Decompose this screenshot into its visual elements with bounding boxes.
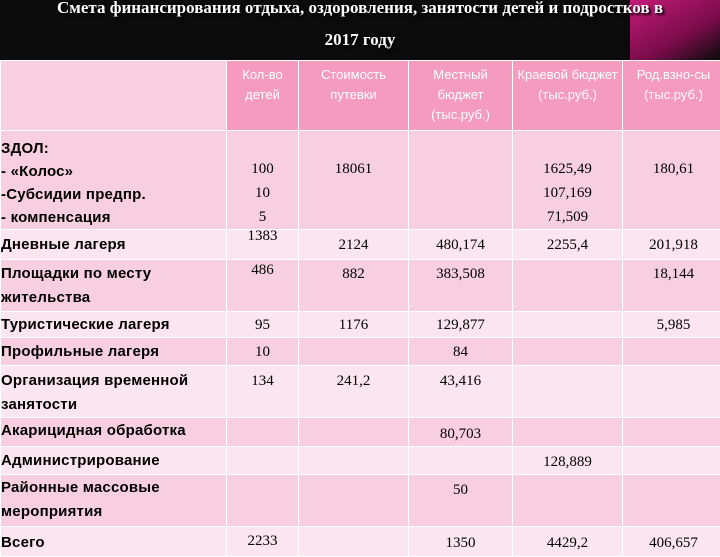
voucher-cost-cell: 2124: [299, 230, 409, 260]
regional-budget-cell: [513, 366, 623, 418]
count-value: 100: [227, 157, 298, 181]
local-budget-cell: 43,416: [409, 366, 513, 418]
children-count-cell: [227, 418, 299, 447]
row-name-line: Площадки по месту: [1, 262, 226, 286]
budget-table: [0, 60, 720, 557]
regional-budget-cell: [513, 260, 623, 312]
regional-value: 107,169: [513, 181, 622, 205]
local-budget-cell: [409, 131, 513, 230]
regional-value: 1625,49: [513, 157, 622, 181]
parent-fees-cell: 201,918: [623, 230, 720, 260]
local-budget-cell: 480,174: [409, 230, 513, 260]
row-name-line: - «Колос»: [1, 160, 226, 183]
row-name: Туристические лагеря: [1, 312, 227, 338]
row-name-line: мероприятия: [1, 500, 226, 524]
local-budget-cell: [409, 447, 513, 475]
voucher-cost-cell: [299, 418, 409, 447]
header-regional-budget: Краевой бюджет (тыс.руб.): [513, 61, 623, 131]
row-name: Акарицидная обработка: [1, 418, 227, 447]
children-count-cell: 2233: [227, 527, 299, 557]
header-empty-cell: [1, 61, 227, 131]
row-name: Профильные лагеря: [1, 338, 227, 366]
regional-value: 71,509: [513, 205, 622, 229]
row-name: Администрирование: [1, 447, 227, 475]
parent-fees-cell: [623, 338, 720, 366]
table-row-day-camps: [1, 230, 720, 260]
table-row-mass-events: [1, 475, 720, 527]
children-count-cell: 10: [227, 338, 299, 366]
parent-fees-cell: 406,657: [623, 527, 720, 557]
table-row-playgrounds: [1, 260, 720, 312]
children-count-cell: 486: [227, 260, 298, 283]
header-children-count: Кол-во детей: [227, 61, 299, 131]
row-name-line: занятости: [1, 393, 226, 417]
local-budget-cell: 50: [409, 475, 513, 527]
regional-budget-cell: 4429,2: [513, 527, 623, 557]
regional-budget-cell: [513, 338, 623, 366]
table-row-tourist-camps: [1, 312, 720, 338]
row-name: Дневные лагеря: [1, 230, 227, 260]
header-local-budget: Местный бюджет (тыс.руб.): [409, 61, 513, 131]
count-value: 10: [227, 181, 298, 205]
parent-fees-cell: [623, 366, 720, 418]
row-name: [1, 260, 227, 312]
regional-budget-cell: 128,889: [513, 447, 623, 475]
title-line-1: Смета финансирования отдыха, оздоровления, занятости детей и подростков в: [0, 0, 720, 18]
parent-fees-cell: [623, 447, 720, 475]
table-row-profile-camps: [1, 338, 720, 366]
regional-budget-cell: 2255,4: [513, 230, 623, 260]
voucher-cost-cell: [299, 475, 409, 527]
regional-budget-cell: [513, 131, 623, 230]
parent-fees-cell: 18,144: [623, 260, 720, 312]
table-row-acaricide: [1, 418, 720, 447]
children-count-cell: 1383: [227, 230, 298, 249]
voucher-cost-cell: [299, 338, 409, 366]
row-name: [1, 131, 227, 230]
parent-fees-cell: [623, 475, 720, 527]
row-name: Всего: [1, 527, 227, 557]
row-name-line: ЗДОЛ:: [1, 137, 226, 160]
header-row: [1, 61, 720, 131]
local-budget-cell: 129,877: [409, 312, 513, 338]
table-row-zdol: [1, 131, 720, 230]
row-name: [1, 475, 227, 527]
voucher-cost-cell: [299, 527, 409, 557]
children-count-cell: 134: [227, 366, 299, 418]
table-row-administration: [1, 447, 720, 475]
local-budget-cell: 84: [409, 338, 513, 366]
table-row-temp-employment: [1, 366, 720, 418]
parent-fees-cell: 180,61: [623, 131, 720, 230]
row-name-line: - компенсация: [1, 206, 226, 229]
local-budget-cell: 1350: [409, 527, 513, 557]
voucher-cost-cell: 1176: [299, 312, 409, 338]
voucher-cost-cell: 241,2: [299, 366, 409, 418]
children-count-cell: [227, 475, 299, 527]
slide-title: [0, 0, 720, 60]
children-count-cell: [227, 131, 299, 230]
parent-fees-cell: 5,985: [623, 312, 720, 338]
row-name-line: Организация временной: [1, 369, 226, 393]
row-name-line: жительства: [1, 286, 226, 310]
local-budget-cell: 383,508: [409, 260, 513, 312]
regional-budget-cell: [513, 475, 623, 527]
row-name: [1, 366, 227, 418]
voucher-cost-cell: [299, 447, 409, 475]
header-parent-fees: Род.взно-сы (тыс.руб.): [623, 61, 720, 131]
voucher-cost-cell: 18061: [299, 131, 409, 230]
children-count-cell: [227, 447, 299, 475]
table-row-total: [1, 527, 720, 557]
title-line-2: 2017 году: [0, 30, 720, 50]
children-count-cell: 95: [227, 312, 299, 338]
parent-fees-cell: [623, 418, 720, 447]
count-value: 5: [227, 205, 298, 229]
header-voucher-cost: Стоимость путевки: [299, 61, 409, 131]
regional-budget-cell: [513, 312, 623, 338]
row-name-line: Районные массовые: [1, 476, 226, 500]
row-name-line: -Субсидии предпр.: [1, 183, 226, 206]
local-budget-cell: 80,703: [409, 418, 513, 447]
voucher-cost-cell: 882: [299, 260, 409, 312]
regional-budget-cell: [513, 418, 623, 447]
